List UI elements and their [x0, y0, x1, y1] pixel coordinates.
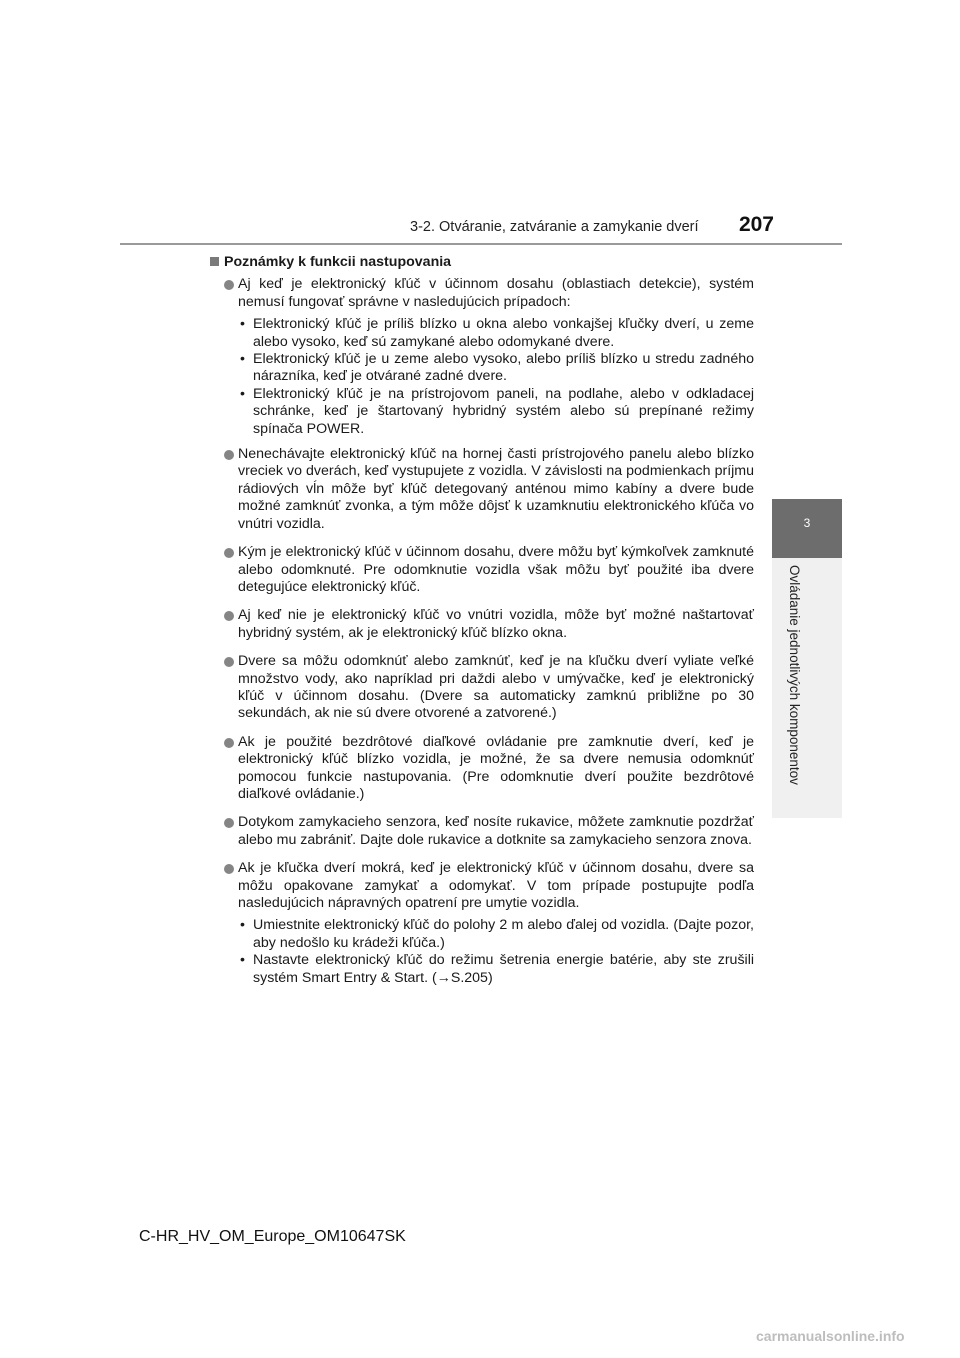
circle-bullet-icon [224, 657, 234, 667]
circle-bullet-icon [224, 818, 234, 828]
chapter-title-strip [772, 558, 842, 818]
dot-bullet-icon: • [240, 952, 245, 969]
circle-bullet-icon [224, 280, 234, 290]
dot-bullet-icon: • [240, 385, 245, 402]
circle-bullet-icon [224, 864, 234, 874]
sub-item [238, 917, 754, 952]
note-bullet [210, 544, 754, 596]
dot-bullet-icon: • [240, 351, 245, 368]
chapter-tab [772, 499, 842, 558]
note-text: Aj keď nie je elektronický kľúč vo vnútri vozidla, môže byť možné naštartovať hybridný systém, ak je elektronický kľúč blízko okna. [238, 607, 754, 641]
note-bullet [210, 860, 754, 987]
note-bullet [210, 446, 754, 533]
sub-item-text: Elektronický kľúč je na prístrojovom paneli, na podlahe, alebo v odkladacej schránke, keď je štartovaný hybridný systém alebo sú prepínané režimy spínača POWER. [253, 385, 754, 437]
sub-item-text: Elektronický kľúč je u zeme alebo vysoko, alebo príliš blízko u stredu zadného nárazníka, keď je otvárané zadné dvere. [253, 351, 754, 385]
sub-item [238, 351, 754, 386]
circle-bullet-icon [224, 611, 234, 621]
note-text: Ak je použité bezdrôtové diaľkové ovládanie pre zamknutie dverí, keď je elektronický kľúč blízko vozidla, je možné, že sa dvere nemusia odomknúť pomocou funkcie nastupovania. (Pre odomknutie dverí použite bezdrôtové diaľkové ovládanie.) [238, 733, 754, 802]
dot-bullet-icon: • [240, 316, 245, 333]
sub-item-text: Elektronický kľúč je príliš blízko u okna alebo vonkajšej kľučky dverí, u zeme alebo vysoko, keď sú zamykané alebo odomykané dvere. [253, 316, 754, 350]
sub-list [238, 316, 754, 438]
watermark-text: carmanualsonline.info [756, 1328, 905, 1344]
section-heading [210, 254, 754, 271]
sub-item [238, 386, 754, 438]
note-bullet [210, 653, 754, 723]
note-bullet [210, 276, 754, 438]
note-text: Dotykom zamykacieho senzora, keď nosíte rukavice, môžete zamknutie pozdržať alebo mu zabrániť. Dajte dole rukavice a dotknite sa zamykacieho senzora znova. [238, 814, 754, 848]
note-text: Dvere sa môžu odomknúť alebo zamknúť, keď je na kľučku dverí vyliate veľké množstvo vody, ako napríklad pri daždi alebo v umývačke, keď je elektronický kľúč v účinnom dosahu. (Dvere sa automaticky zamknú približne po 30 sekundách, ak nie sú dvere otvorené a zatvorené.) [238, 653, 754, 722]
note-bullet [210, 607, 754, 642]
chapter-number: 3 [803, 516, 811, 530]
note-text: Kým je elektronický kľúč v účinnom dosahu, dvere môžu byť kýmkoľvek zamknuté alebo odomknuté. Pre odomknutie vozidla však môžu byť použité iba dvere detegujúce elektronický kľúč. [238, 544, 754, 595]
note-bullet [210, 814, 754, 849]
circle-bullet-icon [224, 738, 234, 748]
sub-item-text: Nastavte elektronický kľúč do režimu šetrenia energie batérie, aby ste zrušili systém Smart Entry & Start. (→S.205) [253, 952, 754, 986]
document-code: C-HR_HV_OM_Europe_OM10647SK [139, 1228, 406, 1245]
page-number: 207 [738, 213, 774, 236]
section-title: Poznámky k funkcii nastupovania [224, 254, 452, 270]
note-bullet [210, 734, 754, 804]
circle-bullet-icon [224, 450, 234, 460]
sub-item [238, 316, 754, 351]
header-divider [120, 243, 842, 245]
sub-list [238, 917, 754, 987]
chapter-title: Ovládanie jednotlivých komponentov [787, 565, 802, 785]
header-section-title: 3-2. Otváranie, zatváranie a zamykanie dverí [410, 219, 699, 235]
note-text: Ak je kľučka dverí mokrá, keď je elektronický kľúč v účinnom dosahu, dvere sa môžu opakovane zamykať a odomykať. V tom prípade postupujte podľa nasledujúcich nápravných opatrení pre umytie vozidla. [238, 860, 754, 911]
sub-item-text: Umiestnite elektronický kľúč do polohy 2 m alebo ďalej od vozidla. (Dajte pozor, aby nedošlo ku krádeži kľúča.) [253, 917, 754, 951]
sub-item [238, 952, 754, 987]
note-text: Aj keď je elektronický kľúč v účinnom dosahu (oblastiach detekcie), systém nemusí fungovať správne v nasledujúcich prípadoch: [238, 276, 754, 310]
square-bullet-icon [210, 257, 219, 266]
dot-bullet-icon: • [240, 917, 245, 934]
page-content [210, 254, 754, 995]
note-text: Nenechávajte elektronický kľúč na hornej časti prístrojového panelu alebo blízko vreciek vo dverách, keď vystupujete z vozidla. V závislosti na podmienkach príjmu rádiových vĺn môže byť kľúč detegovaný anténou mimo kabíny a dvere bude možné zamknúť zvonka, a tým môže dôjsť k uzamknutiu elektronického kľúča vo vnútri vozidla. [238, 446, 754, 532]
circle-bullet-icon [224, 548, 234, 558]
